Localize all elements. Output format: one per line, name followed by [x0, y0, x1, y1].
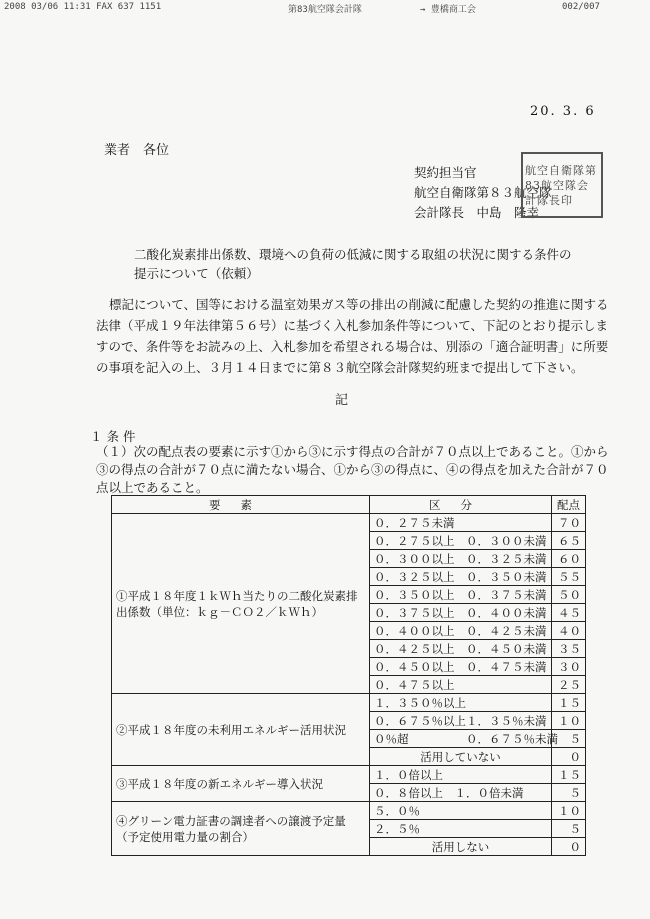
header-points: 配点	[552, 496, 586, 514]
category-cell: ５．０％	[370, 802, 552, 820]
score-table	[111, 495, 586, 856]
element-cell: ①平成１８年度１ｋＷｈ当たりの二酸化炭素排出係数（単位：ｋｇ－ＣＯ２／ｋＷｈ）	[112, 514, 370, 694]
points-cell: ４５	[552, 604, 586, 622]
points-cell: ０	[552, 838, 586, 856]
fax-header-right: → 豊橋商工会	[420, 5, 476, 15]
points-cell: １０	[552, 712, 586, 730]
body-text: 標記について、国等における温室効果ガス等の排出の削減に配慮した契約の推進に関する法律（平成１９年法律第５６号）に基づく入札参加条件等について、下記のとおり提示しますので、条件等をお読みの上、入札参加を希望される場合は、別添の「適合証明書」に所要の事項を記入の上、３月１４日までに第８３航空隊会計隊契約班まで提出して下さい。	[96, 297, 609, 375]
condition-text: （１）次の配点表の要素に示す①から③に示す得点の合計が７０点以上であること。①から③の得点の合計が７０点に満たない場合、①から③の得点に、④の得点を加えた合計が７０点以上であること。	[96, 444, 609, 495]
table-row	[112, 694, 586, 712]
category-cell: １．３５０％以上	[370, 694, 552, 712]
category-cell: ０．２７５以上 ０．３００未満	[370, 532, 552, 550]
fax-header-left: 2008 03/06 11:31 FAX 637 1151	[4, 2, 162, 12]
points-cell: ０	[552, 748, 586, 766]
points-cell: ５	[552, 784, 586, 802]
category-cell: ０．２７５未満	[370, 514, 552, 532]
sender-title: 契約担当官	[414, 165, 477, 180]
fax-page-number: 002/007	[562, 2, 600, 12]
points-cell: ５５	[552, 568, 586, 586]
category-cell: ０．３７５以上 ０．４００未満	[370, 604, 552, 622]
element-cell: ④グリーン電力証書の調達者への譲渡予定量（予定使用電力量の割合）	[112, 802, 370, 856]
sender-unit: 航空自衛隊第８３航空隊	[414, 185, 552, 200]
element-cell: ②平成１８年度の未利用エネルギー活用状況	[112, 694, 370, 766]
points-cell: １５	[552, 694, 586, 712]
points-cell: １５	[552, 766, 586, 784]
points-cell: ６０	[552, 550, 586, 568]
section-heading: １ 条 件	[90, 429, 136, 444]
sender-name: 会計隊長 中島 隆幸	[414, 205, 540, 220]
points-cell: ６５	[552, 532, 586, 550]
category-cell: ０．３２５以上 ０．３５０未満	[370, 568, 552, 586]
category-cell: ２．５％	[370, 820, 552, 838]
document-date: 20. 3. 6	[530, 104, 596, 119]
table-header-row	[112, 496, 586, 514]
points-cell: ４０	[552, 622, 586, 640]
points-cell: ５	[552, 730, 586, 748]
points-cell: ２５	[552, 676, 586, 694]
points-cell: ３０	[552, 658, 586, 676]
table-row	[112, 766, 586, 784]
category-cell: ０．８倍以上 １．０倍未満	[370, 784, 552, 802]
category-cell: ０．３５０以上 ０．３７５未満	[370, 586, 552, 604]
category-cell: 活用しない	[370, 838, 552, 856]
table-body	[112, 514, 586, 856]
points-cell: １０	[552, 802, 586, 820]
category-cell: ０．３００以上 ０．３２５未満	[370, 550, 552, 568]
points-cell: ５	[552, 820, 586, 838]
category-cell: ０％超 ０．６７５％未満	[370, 730, 552, 748]
subject: 二酸化炭素排出係数、環境への負荷の低減に関する取組の状況に関する条件の提示について（依頼）	[134, 247, 572, 281]
category-cell: 活用していない	[370, 748, 552, 766]
header-element: 要素	[112, 496, 370, 514]
category-cell: ０．４２５以上 ０．４５０未満	[370, 640, 552, 658]
header-category: 区分	[370, 496, 552, 514]
table-row	[112, 802, 586, 820]
points-cell: ５０	[552, 586, 586, 604]
category-cell: ０．４５０以上 ０．４７５未満	[370, 658, 552, 676]
points-cell: ７０	[552, 514, 586, 532]
category-cell: ０．４７５以上	[370, 676, 552, 694]
category-cell: １．０倍以上	[370, 766, 552, 784]
fax-header-center: 第83航空隊会計隊	[288, 5, 362, 15]
fax-header	[0, 2, 650, 16]
element-cell: ③平成１８年度の新エネルギー導入状況	[112, 766, 370, 802]
category-cell: ０．４００以上 ０．４２５未満	[370, 622, 552, 640]
category-cell: ０．６７５％以上１．３５％未満	[370, 712, 552, 730]
official-seal: 航空自衛隊第83航空隊会計隊長印	[521, 152, 603, 218]
points-cell: ３５	[552, 640, 586, 658]
table-row	[112, 514, 586, 532]
ki-heading: 記	[335, 393, 349, 408]
addressee: 業者 各位	[104, 143, 170, 158]
